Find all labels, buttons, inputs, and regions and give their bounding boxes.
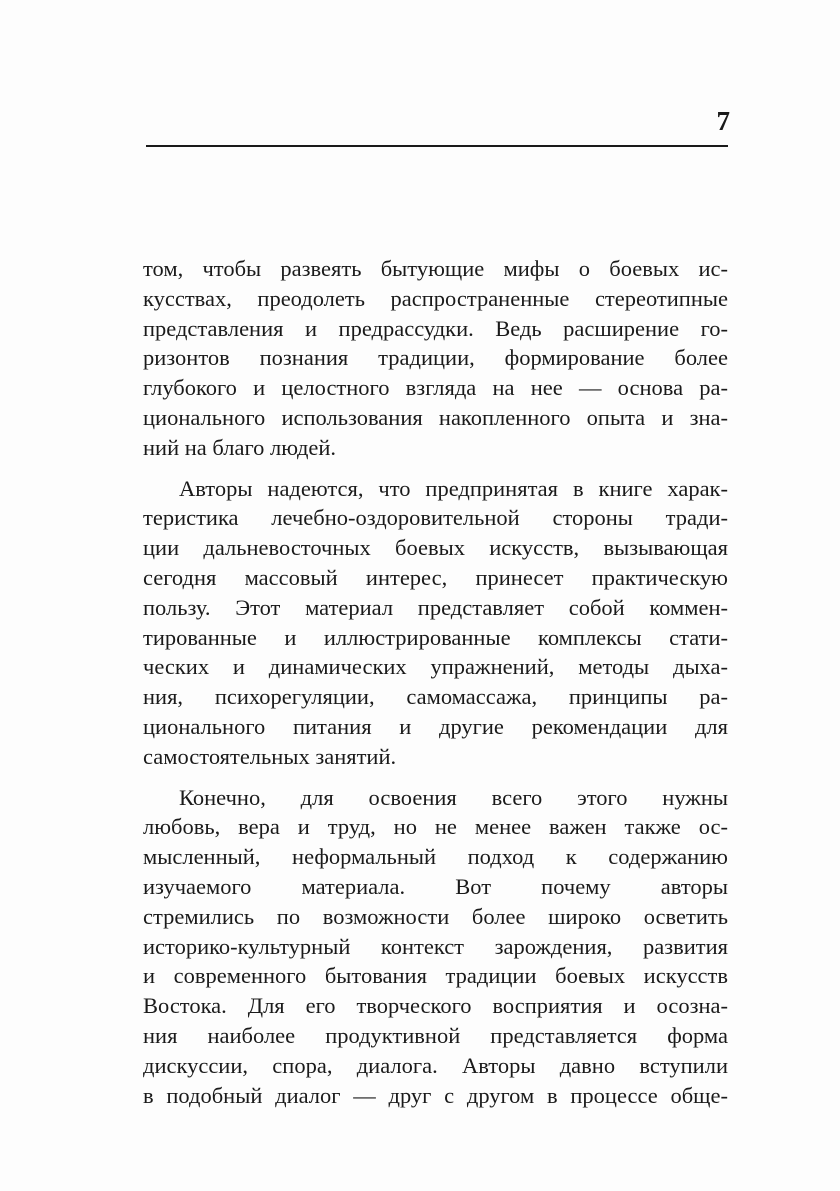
text-line: в подобный диалог — друг с другом в процессе обще- [143,1082,728,1108]
text-line: ний на благо людей. [143,434,337,460]
text-line: и современного бытования традиции боевых искусств [143,963,728,989]
text-line: ния, психорегуляции, самомассажа, принципы ра- [143,684,728,710]
text-line: мысленный, неформальный подход к содержанию [143,844,728,870]
text-line: стремились по возможности более широко осветить [143,903,728,929]
text-line: Конечно, для освоения всего этого нужны [179,784,728,810]
text-line: ционального питания и другие рекомендации для [143,713,728,739]
text-line: том, чтобы развеять бытующие мифы о боевых ис- [143,256,728,281]
text-line: кусствах, преодолеть распространенные стереотипные [143,285,728,311]
text-line: самостоятельных занятий. [143,743,397,769]
text-line: изучаемого материала. Вот почему авторы [143,873,728,899]
page-number: 7 [716,106,730,136]
text-line: любовь, вера и труд, но не менее важен также ос- [143,814,728,840]
body-text [143,254,728,1110]
text-line: ческих и динамических упражнений, методы дыха- [143,654,728,680]
text-line: глубокого и целостного взгляда на нее — основа ра- [143,375,728,401]
paragraph-2 [143,474,728,772]
text-line: ния наиболее продуктивной представляется форма [143,1022,728,1048]
text-line: историко-культурный контекст зарождения, развития [143,933,728,959]
text-line: дискуссии, спора, диалога. Авторы давно вступили [143,1052,728,1078]
text-line: Востока. Для его творческого восприятия и осозна- [143,993,728,1019]
text-line: сегодня массовый интерес, принесет практическую [143,564,728,590]
text-line: пользу. Этот материал представляет собой коммен- [143,594,728,620]
text-line: ции дальневосточных боевых искусств, вызывающая [143,535,728,561]
paragraph-1 [143,254,728,463]
text-line: представления и предрассудки. Ведь расширение го- [143,315,728,341]
text-line: Авторы надеются, что предпринятая в книге харак- [179,475,728,501]
text-line: тированные и иллюстрированные комплексы стати- [143,624,728,650]
text-line: ционального использования накопленного опыта и зна- [143,404,728,430]
paragraph-3 [143,783,728,1111]
header-rule [146,145,728,147]
text-line: теристика лечебно-оздоровительной стороны тради- [143,505,728,531]
text-line: ризонтов познания традиции, формирование более [143,345,728,371]
